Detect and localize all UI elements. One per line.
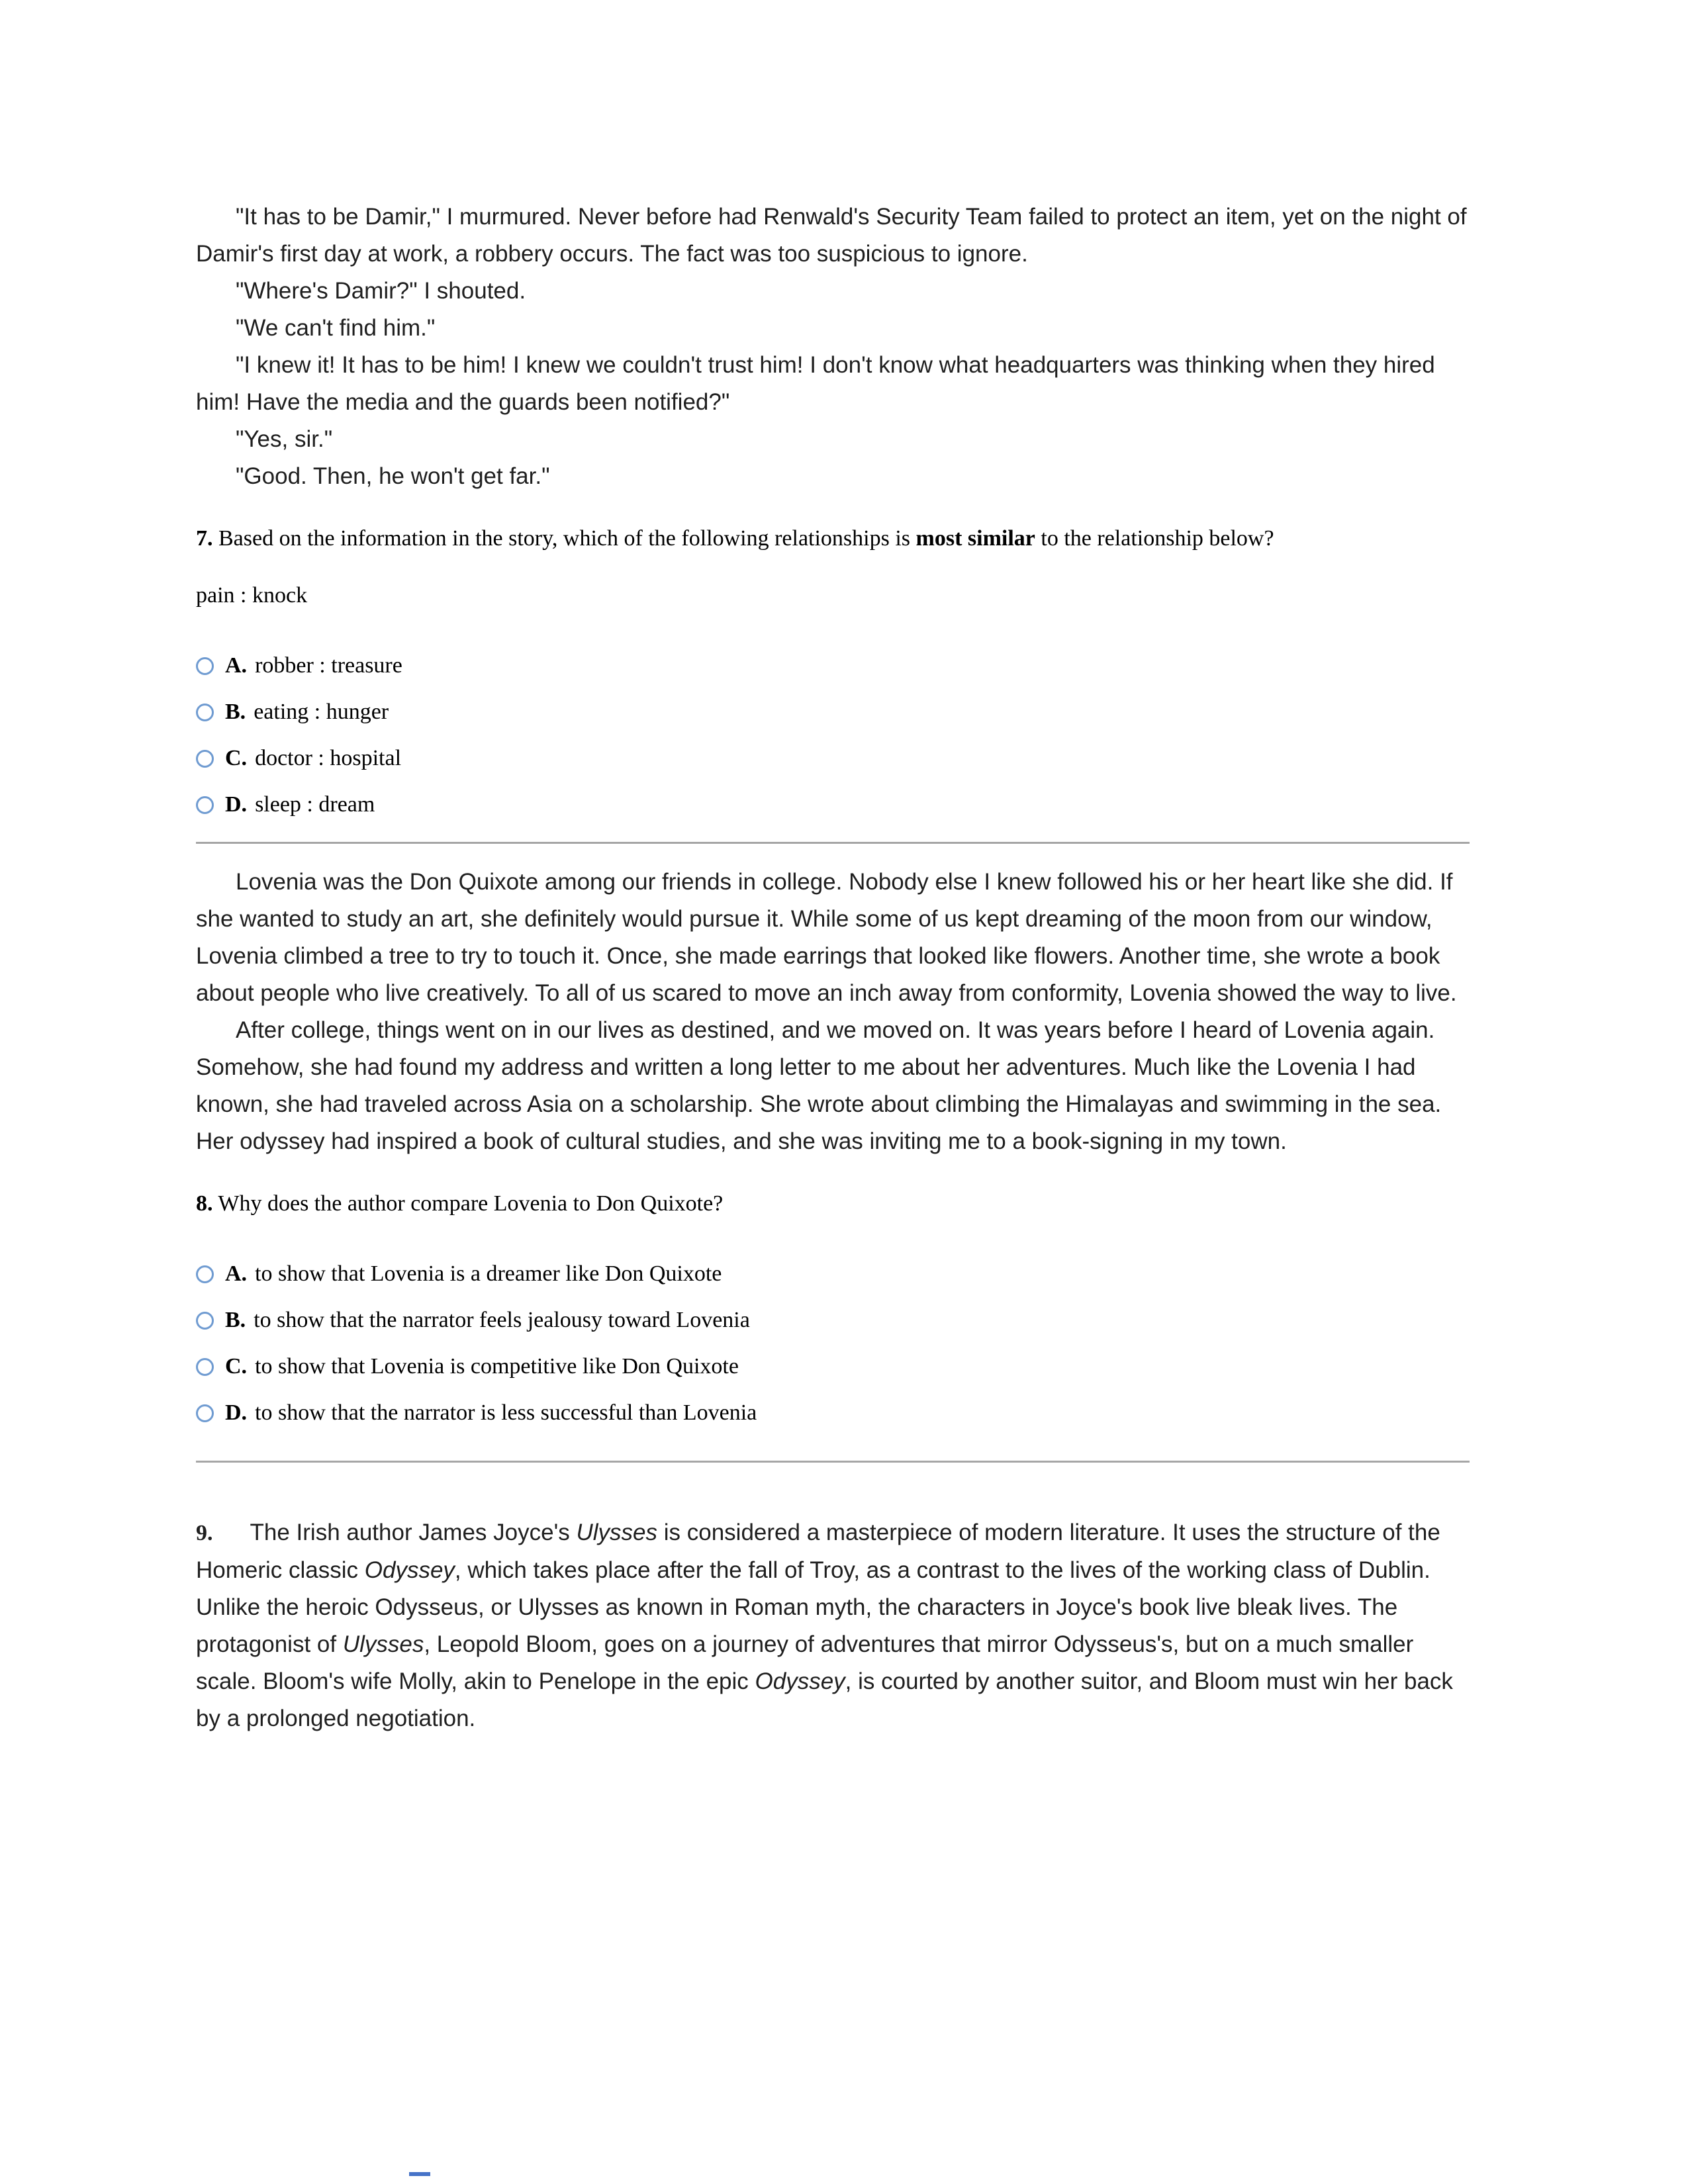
passage-damir-story [196, 199, 1470, 495]
option-label: A. [225, 1261, 248, 1286]
question-8-radio-c-icon[interactable] [196, 1358, 214, 1376]
option-text: to show that Lovenia is competitive like Don Quixote [255, 1354, 739, 1379]
story-paragraph-1: "It has to be Damir," I murmured. Never before had Renwald's Security Team failed to protect an item, yet on the night of Damir's first day at work, a robbery occurs. The fact was too suspicious to ignore. [196, 204, 1467, 267]
option-label: B. [225, 1308, 246, 1332]
question-8-radio-d-icon[interactable] [196, 1404, 214, 1422]
question-7-radio-d-icon[interactable] [196, 796, 214, 814]
story-paragraph-2: "Where's Damir?" I shouted. [236, 278, 526, 304]
title-ulysses: Ulysses [576, 1520, 658, 1545]
question-9-segment: , is courted by another suitor, and Bloom must win her back by a prolonged negotiation. [196, 1668, 1453, 1731]
passage-lovenia [196, 864, 1470, 1160]
option-label: C. [225, 746, 248, 770]
option-text: to show that the narrator feels jealousy toward Lovenia [254, 1308, 750, 1332]
question-8-number: 8. [196, 1191, 213, 1216]
question-7-radio-b-icon[interactable] [196, 704, 214, 721]
question-8-option-a[interactable] [196, 1255, 1470, 1293]
lovenia-paragraph-2: After college, things went on in our lives as destined, and we moved on. It was years before I heard of Lovenia again. Somehow, she had found my address and written a long letter to me about her adventures. Much like the Lovenia I had known, she had traveled across Asia on a scholarship. She wrote about climbing the Himalayas and swimming in the sea. Her odyssey had inspired a book of cultural studies, and she was inviting me to a book-signing in my town. [196, 1017, 1442, 1154]
story-paragraph-3: "We can't find him." [236, 315, 436, 341]
question-8-text [196, 1185, 1470, 1222]
option-text: to show that Lovenia is a dreamer like Don Quixote [255, 1261, 722, 1286]
option-label: B. [225, 700, 246, 724]
story-paragraph-6: "Good. Then, he won't get far." [236, 463, 550, 489]
question-7-options [196, 647, 1470, 823]
story-paragraph-5: "Yes, sir." [236, 426, 333, 452]
option-text: eating : hunger [254, 700, 389, 724]
option-text: to show that the narrator is less successful than Lovenia [255, 1400, 757, 1425]
option-label: D. [225, 792, 248, 817]
title-odyssey: Odyssey [364, 1557, 455, 1583]
option-text: sleep : dream [255, 792, 375, 817]
question-7-option-a[interactable] [196, 647, 1470, 684]
question-9-segment: The Irish author James Joyce's [250, 1520, 577, 1545]
option-label: D. [225, 1400, 248, 1425]
question-8-text-body: Why does the author compare Lovenia to Don Quixote? [218, 1191, 724, 1216]
question-7-radio-a-icon[interactable] [196, 657, 214, 675]
title-ulysses: Ulysses [342, 1631, 424, 1657]
question-9 [196, 1514, 1470, 1737]
option-text: robber : treasure [255, 653, 402, 678]
question-9-passage [196, 1514, 1470, 1737]
question-7-analogy-stem: pain : knock [196, 583, 308, 608]
question-9-segment: , which takes place after the fall of Troy, as a contrast to the lives of the working class of Dublin. Unlike the heroic Odysseus, or Ulysses as known in Roman myth, the characters in Joyce's book live bleak lives. The protagonist of [196, 1557, 1430, 1657]
question-8 [196, 1185, 1470, 1432]
option-label: C. [225, 1354, 248, 1379]
section-divider-2 [196, 1461, 1470, 1463]
question-7-number: 7. [196, 526, 213, 551]
question-7-bold-phrase: most similar [915, 526, 1035, 551]
question-7-option-b[interactable] [196, 694, 1470, 731]
question-7-option-d[interactable] [196, 786, 1470, 823]
story-paragraph-4: "I knew it! It has to be him! I knew we couldn't trust him! I don't know what headquarters was thinking when they hired him! Have the media and the guards been notified?" [196, 352, 1435, 415]
question-9-segment: is considered a masterpiece of modern literature. It uses the structure of the Homeric classic [196, 1520, 1440, 1583]
question-7-text [196, 520, 1470, 557]
question-7-radio-c-icon[interactable] [196, 750, 214, 768]
page-content [196, 199, 1470, 1737]
question-8-options [196, 1255, 1470, 1432]
partial-link-fragment [409, 2172, 430, 2176]
question-7-option-c[interactable] [196, 740, 1470, 777]
question-8-radio-b-icon[interactable] [196, 1312, 214, 1330]
option-text: doctor : hospital [255, 746, 402, 770]
question-7-text-before: Based on the information in the story, which of the following relationships is [218, 526, 911, 551]
question-7 [196, 520, 1470, 823]
question-8-option-d[interactable] [196, 1394, 1470, 1432]
lovenia-paragraph-1: Lovenia was the Don Quixote among our friends in college. Nobody else I knew followed his or her heart like she did. If she wanted to study an art, she definitely would pursue it. While some of us kept dreaming of the moon from our window, Lovenia climbed a tree to try to touch it. Once, she made earrings that looked like flowers. Another time, she wrote a book about people who live creatively. To all of us scared to move an inch away from conformity, Lovenia showed the way to live. [196, 869, 1457, 1006]
option-label: A. [225, 653, 248, 678]
question-8-option-b[interactable] [196, 1302, 1470, 1339]
question-9-number: 9. [196, 1521, 213, 1545]
section-divider-1 [196, 842, 1470, 844]
question-7-text-after: to the relationship below? [1041, 526, 1274, 551]
question-9-segment: , Leopold Bloom, goes on a journey of adventures that mirror Odysseus's, but on a much smaller scale. Bloom's wife Molly, akin to Penelope in the epic [196, 1631, 1414, 1694]
title-odyssey: Odyssey [755, 1668, 845, 1694]
question-8-option-c[interactable] [196, 1348, 1470, 1385]
question-8-radio-a-icon[interactable] [196, 1265, 214, 1283]
